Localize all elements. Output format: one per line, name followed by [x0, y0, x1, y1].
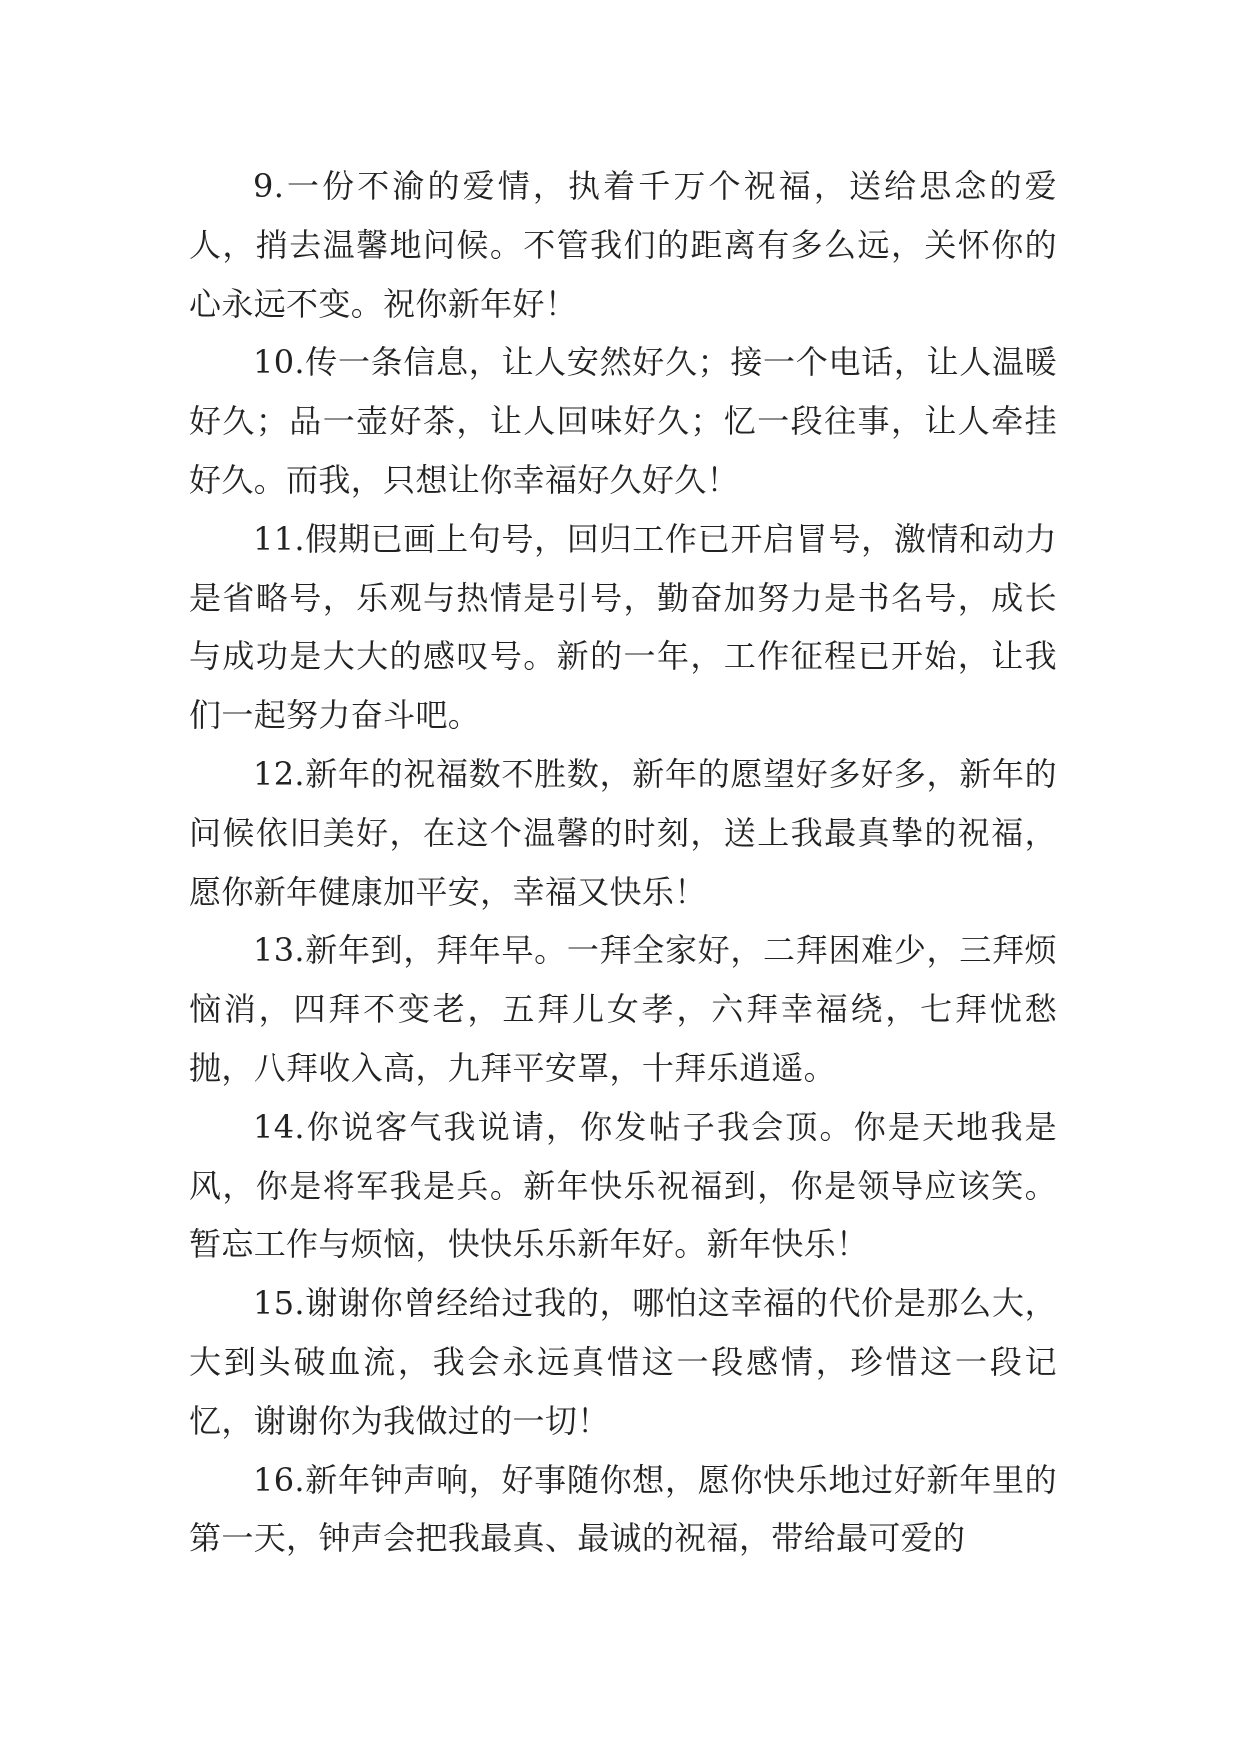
paragraph-9: 9.一份不渝的爱情，执着千万个祝福，送给思念的爱人，捎去温馨地问候。不管我们的距离有多么远，关怀你的心永远不变。祝你新年好！ [189, 167, 1057, 323]
paragraph-16: 16.新年钟声响，好事随你想，愿你快乐地过好新年里的第一天，钟声会把我最真、最诚的祝福，带给最可爱的 [189, 1460, 1057, 1558]
paragraph-12: 12.新年的祝福数不胜数，新年的愿望好多好多，新年的问候依旧美好，在这个温馨的时刻，送上我最真挚的祝福，愿你新年健康加平安，幸福又快乐！ [189, 754, 1057, 911]
paragraph-11: 11.假期已画上句号，回归工作已开启冒号，激情和动力是省略号，乐观与热情是引号，勤奋加努力是书名号，成长与成功是大大的感叹号。新的一年，工作征程已开始，让我们一起努力奋斗吧。 [189, 519, 1057, 735]
paragraph-15: 15.谢谢你曾经给过我的，哪怕这幸福的代价是那么大，大到头破血流，我会永远真惜这一段感情，珍惜这一段记忆，谢谢你为我做过的一切！ [189, 1284, 1057, 1440]
paragraph-10: 10.传一条信息，让人安然好久；接一个电话，让人温暖好久；品一壶好茶，让人回味好久；忆一段往事，让人牵挂好久。而我，只想让你幸福好久好久！ [189, 343, 1057, 499]
paragraph-14: 14.你说客气我说请，你发帖子我会顶。你是天地我是风，你是将军我是兵。新年快乐祝福到，你是领导应该笑。暂忘工作与烦恼，快快乐乐新年好。新年快乐！ [189, 1107, 1057, 1264]
paragraph-13: 13.新年到，拜年早。一拜全家好，二拜困难少，三拜烦恼消，四拜不变老，五拜儿女孝，六拜幸福绕，七拜忧愁抛，八拜收入高，九拜平安罩，十拜乐逍遥。 [189, 931, 1057, 1087]
document-body [189, 157, 1057, 1568]
